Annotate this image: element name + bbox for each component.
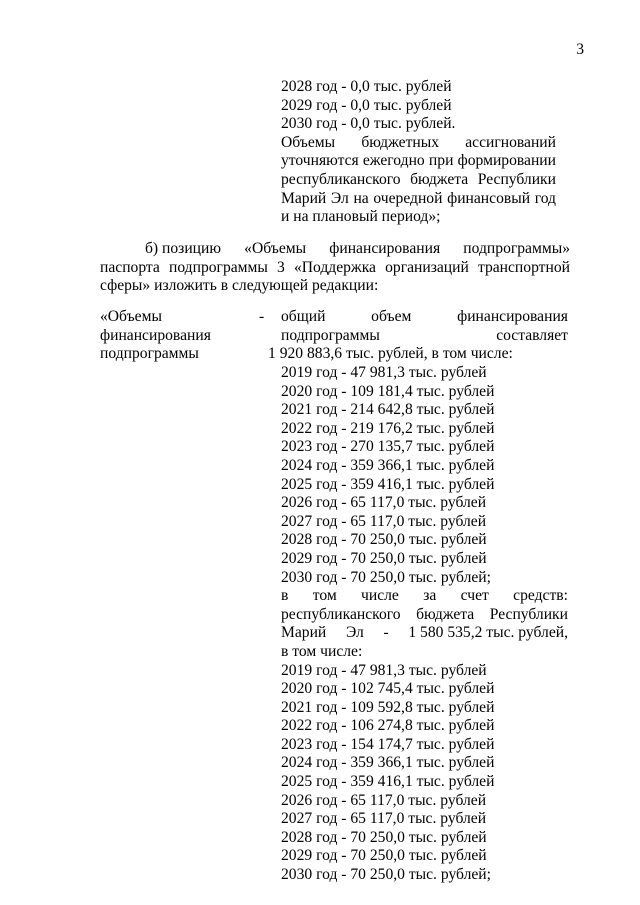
year-line: 2026 год - 65 117,0 тыс. рублей [281, 791, 487, 809]
total-years-list [281, 364, 568, 885]
year-line: 2029 год - 70 250,0 тыс. рублей [281, 549, 487, 567]
position-label [100, 308, 250, 364]
label-line: «Объемы [100, 308, 162, 325]
year-line: 2030 год - 0,0 тыс. рублей. [281, 115, 456, 133]
year-line: 2025 год - 359 416,1 тыс. рублей [281, 475, 495, 493]
total-line: подпрограммы составляет [281, 326, 568, 344]
instruction-line: паспорта подпрограммы 3 «Поддержка организаций транспортной [100, 258, 570, 276]
financing-values [281, 308, 568, 345]
note-line: уточняются ежегодно при формировании [281, 152, 556, 170]
year-line: 2020 год - 102 745,4 тыс. рублей [281, 680, 495, 698]
label-dash: - [259, 308, 265, 325]
total-amount-line: 1 920 883,6 тыс. рублей, в том числе: [268, 345, 513, 362]
note-line: и на плановый период»; [281, 208, 441, 226]
year-line: 2030 год - 70 250,0 тыс. рублей; [281, 866, 491, 884]
year-line: 2023 год - 154 174,7 тыс. рублей [281, 735, 495, 753]
republic-line: Марий Эл - 1 580 535,2 тыс. рублей, [281, 624, 568, 642]
year-line: 2028 год - 0,0 тыс. рублей [281, 78, 452, 95]
total-line: общий объем финансирования [281, 308, 568, 325]
year-line: 2021 год - 109 592,8 тыс. рублей [281, 698, 495, 716]
republic-line: в том числе за счет средств: [281, 587, 568, 605]
year-line: 2028 год - 70 250,0 тыс. рублей [281, 828, 487, 846]
year-line: 2024 год - 359 366,1 тыс. рублей [281, 754, 495, 772]
year-line: 2027 год - 65 117,0 тыс. рублей [281, 512, 487, 530]
note-line: Марий Эл на очередной финансовый год [281, 189, 556, 207]
note-line: республиканского бюджета Республики [281, 170, 556, 188]
year-line: 2029 год - 70 250,0 тыс. рублей [281, 847, 487, 865]
page-number: 3 [576, 41, 584, 58]
prev-years-list [281, 78, 556, 134]
republic-line: в том числе: [281, 642, 363, 660]
instruction-line: б) позицию «Объемы финансирования подпрограммы» [145, 240, 570, 257]
year-line: 2020 год - 109 181,4 тыс. рублей [281, 382, 495, 400]
budget-note [281, 134, 556, 227]
year-line: 2030 год - 70 250,0 тыс. рублей; [281, 568, 491, 586]
instruction-line: сферы» изложить в следующей редакции: [100, 277, 379, 295]
year-line: 2029 год - 0,0 тыс. рублей [281, 96, 452, 114]
instruction-paragraph [100, 240, 570, 296]
note-line: Объемы бюджетных ассигнований [281, 133, 556, 151]
year-line: 2024 год - 359 366,1 тыс. рублей [281, 456, 495, 474]
prev-section [281, 78, 556, 227]
label-line: финансирования [100, 326, 211, 344]
year-line: 2019 год - 47 981,3 тыс. рублей [281, 661, 487, 679]
year-line: 2026 год - 65 117,0 тыс. рублей [281, 494, 487, 512]
year-line: 2023 год - 270 135,7 тыс. рублей [281, 438, 495, 456]
year-line: 2027 год - 65 117,0 тыс. рублей [281, 810, 487, 828]
year-line: 2019 год - 47 981,3 тыс. рублей [281, 364, 487, 381]
label-line: подпрограммы [100, 345, 199, 363]
year-line: 2028 год - 70 250,0 тыс. рублей [281, 531, 487, 549]
year-line: 2022 год - 219 176,2 тыс. рублей [281, 419, 495, 437]
year-line: 2021 год - 214 642,8 тыс. рублей [281, 401, 495, 419]
year-line: 2022 год - 106 274,8 тыс. рублей [281, 717, 495, 735]
year-line: 2025 год - 359 416,1 тыс. рублей [281, 773, 495, 791]
republic-line: республиканского бюджета Республики [281, 605, 568, 623]
